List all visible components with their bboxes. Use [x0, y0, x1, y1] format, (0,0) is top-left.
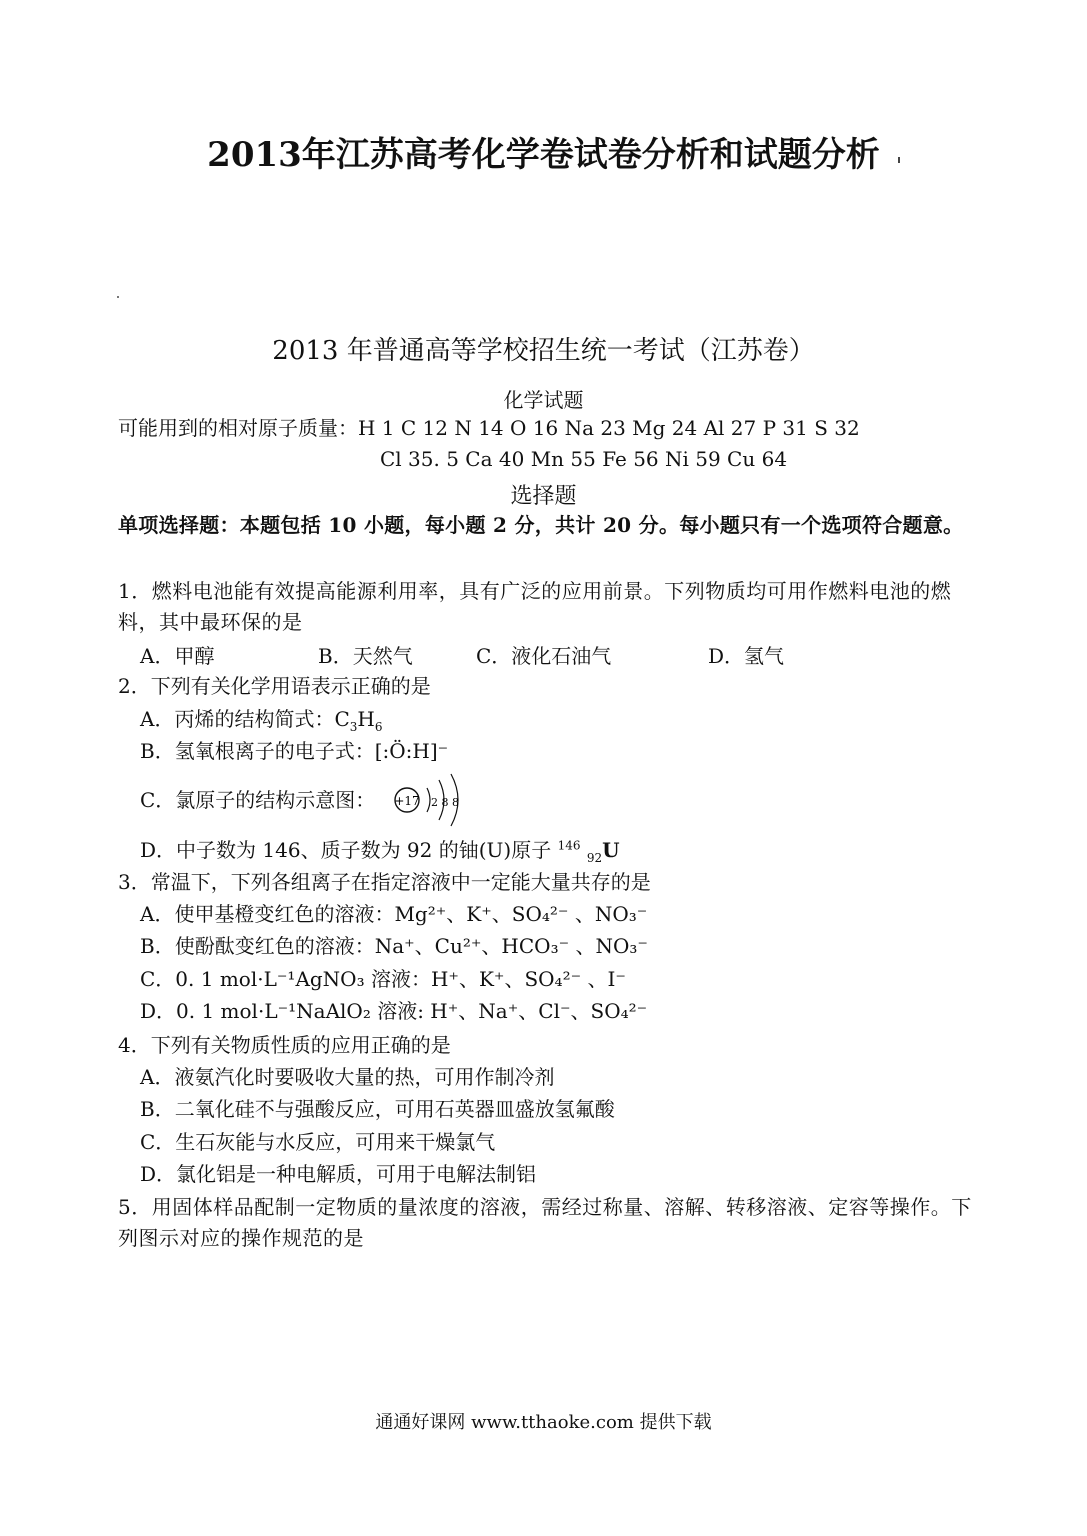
question-3-option-a: A．使甲基橙变红色的溶液：Mg²⁺、K⁺、SO₄²⁻ 、NO₃⁻ — [140, 902, 648, 926]
question-4-option-c: C．生石灰能与水反应，可用来干燥氯气 — [140, 1130, 496, 1154]
scan-dot — [117, 296, 119, 298]
question-1-option-c: C．液化石油气 — [476, 644, 612, 668]
option-c-label: C．氯原子的结构示意图： — [140, 788, 376, 812]
uranium-mass-number: 146 — [557, 838, 581, 853]
question-1-option-d: D．氢气 — [708, 644, 785, 668]
electron-shell-1 — [427, 788, 430, 812]
question-3-stem: 3．常温下，下列各组离子在指定溶液中一定能大量共存的是 — [118, 870, 651, 894]
shell-electron-counts: 2 8 8 — [431, 796, 459, 809]
section-instruction: 单项选择题：本题包括 10 小题，每小题 2 分，共计 20 分。每小题只有一个选项符合题意。 — [118, 513, 964, 537]
uranium-atomic-number: 92 — [586, 851, 603, 865]
question-4-option-a: A．液氨汽化时要吸收大量的热，可用作制冷剂 — [140, 1065, 555, 1089]
document-title: 2013年江苏高考化学卷试卷分析和试题分析 — [207, 135, 880, 175]
question-2-option-c — [140, 786, 375, 814]
page-footer: 通通好课网 www.tthaoke.com 提供下载 — [375, 1412, 712, 1433]
propene-formula: $C_3H_6$ — [334, 707, 383, 734]
uranium-symbol: U — [602, 838, 620, 862]
question-3-option-d: D．0. 1 mol·L⁻¹NaAlO₂ 溶液: H⁺、Na⁺、Cl⁻、SO₄²⁻ — [140, 999, 648, 1023]
question-1-option-b: B．天然气 — [318, 644, 413, 668]
option-d-label: D．中子数为 146、质子数为 92 的铀(U)原子 — [140, 838, 552, 862]
subject-title: 化学试题 — [503, 388, 584, 412]
question-2-option-b — [140, 737, 448, 765]
option-a-label: A．丙烯的结构简式： — [140, 707, 335, 731]
hydroxide-electron-formula: [:Ö:H]⁻ — [374, 739, 449, 763]
question-3-option-b: B．使酚酞变红色的溶液：Na⁺、Cu²⁺、HCO₃⁻ 、NO₃⁻ — [140, 934, 648, 958]
question-1-option-a: A．甲醇 — [140, 644, 215, 668]
nucleus-charge: +17 — [394, 794, 420, 808]
question-4-option-d: D．氯化铝是一种电解质，可用于电解法制铝 — [140, 1162, 537, 1186]
atomic-masses-line-2: Cl 35. 5 Ca 40 Mn 55 Fe 56 Ni 59 Cu 64 — [380, 447, 788, 471]
question-3-option-c: C．0. 1 mol·L⁻¹AgNO₃ 溶液：H⁺、K⁺、SO₄²⁻ 、I⁻ — [140, 967, 626, 991]
section-title: 选择题 — [510, 484, 577, 509]
chlorine-atom-diagram — [393, 772, 473, 828]
atomic-masses-line-1: 可能用到的相对原子质量：H 1 C 12 N 14 O 16 Na 23 Mg 24 Al 27 P 31 S 32 — [118, 416, 860, 440]
question-2-option-a — [140, 705, 383, 733]
question-4-stem: 4．下列有关物质性质的应用正确的是 — [118, 1033, 451, 1057]
option-b-label: B．氢氧根离子的电子式： — [140, 739, 375, 763]
question-5-stem: 5．用固体样品配制一定物质的量浓度的溶液，需经过称量、溶解、转移溶液、定容等操作。下列图示对应的操作规范的是 — [118, 1195, 972, 1250]
exam-title: 2013 年普通高等学校招生统一考试（江苏卷） — [272, 336, 815, 366]
question-2-stem: 2．下列有关化学用语表示正确的是 — [118, 674, 431, 698]
question-4-option-b: B．二氧化硅不与强酸反应，可用石英器皿盛放氢氟酸 — [140, 1097, 615, 1121]
question-1-stem: 1．燃料电池能有效提高能源利用率，具有广泛的应用前景。下列物质均可用作燃料电池的燃料，其中最环保的是 — [118, 579, 952, 634]
question-2-option-d — [140, 836, 620, 864]
